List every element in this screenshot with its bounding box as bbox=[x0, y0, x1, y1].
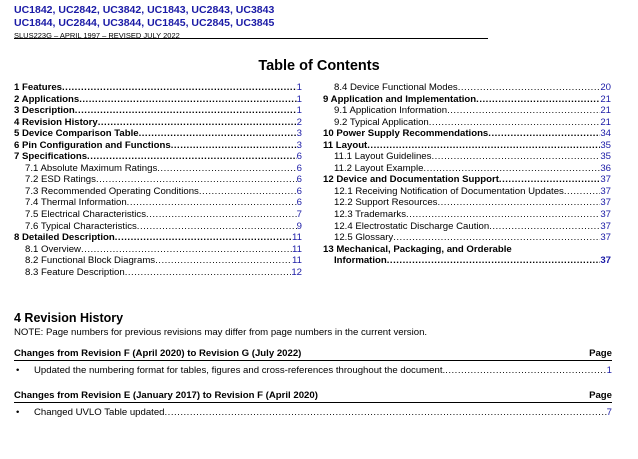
toc-column-right bbox=[323, 82, 611, 267]
toc-entry[interactable] bbox=[323, 140, 611, 152]
dot-leader bbox=[115, 232, 292, 244]
toc-entry[interactable] bbox=[14, 140, 302, 152]
toc-entry-title[interactable]: 11.1 Layout Guidelines bbox=[334, 151, 432, 163]
toc-entry-title[interactable]: 7.1 Absolute Maximum Ratings bbox=[25, 162, 158, 174]
dot-leader bbox=[98, 117, 297, 129]
change-item bbox=[14, 407, 612, 419]
change-block-rev-f bbox=[14, 390, 612, 419]
toc-page-link[interactable]: 6 bbox=[296, 185, 302, 197]
toc-entry[interactable] bbox=[14, 244, 302, 256]
dot-leader bbox=[146, 209, 297, 221]
toc-page-link[interactable]: 2 bbox=[296, 116, 302, 128]
change-item-text: Updated the numbering format for tables, figures and cross-references throughout the document. bbox=[34, 365, 446, 376]
change-heading bbox=[14, 390, 612, 403]
revision-history-title: 4 Revision History bbox=[14, 311, 124, 325]
toc-page-link[interactable]: 37 bbox=[600, 197, 611, 209]
toc-entry[interactable] bbox=[323, 105, 611, 117]
dot-leader bbox=[171, 140, 297, 152]
toc-entry[interactable] bbox=[323, 186, 611, 198]
dot-leader bbox=[87, 151, 297, 163]
dot-leader bbox=[165, 407, 607, 419]
change-item-text: Changed UVLO Table updated bbox=[34, 407, 165, 418]
dot-leader bbox=[139, 128, 297, 140]
dot-leader bbox=[406, 209, 600, 221]
change-heading bbox=[14, 348, 612, 361]
part-numbers-line-1[interactable]: UC1842, UC2842, UC3842, UC1843, UC2843, UC3843 bbox=[14, 4, 275, 16]
toc-entry-title[interactable]: 7.4 Thermal Information bbox=[25, 197, 127, 209]
toc-entry-title[interactable]: 8.3 Feature Description bbox=[25, 266, 125, 278]
toc-entry-title[interactable]: 12 Device and Documentation Support bbox=[323, 174, 499, 186]
toc-entry[interactable] bbox=[323, 232, 611, 244]
toc-entry[interactable] bbox=[323, 82, 611, 94]
toc-page-link[interactable]: 21 bbox=[600, 116, 611, 128]
dot-leader bbox=[445, 365, 606, 377]
toc-entry-title[interactable]: 6 Pin Configuration and Functions bbox=[14, 139, 171, 151]
dot-leader bbox=[499, 174, 600, 186]
toc-entry[interactable] bbox=[323, 197, 611, 209]
toc-page-link[interactable]: 35 bbox=[600, 139, 611, 151]
toc-entry-title[interactable]: 2 Applications bbox=[14, 93, 80, 105]
toc-page-link[interactable]: 11 bbox=[292, 232, 302, 244]
toc-page-link[interactable]: 12 bbox=[291, 266, 302, 278]
toc-page-link[interactable]: 35 bbox=[600, 151, 611, 163]
toc-entry-title[interactable]: 8.2 Functional Block Diagrams bbox=[25, 255, 156, 267]
toc-entry[interactable] bbox=[323, 209, 611, 221]
toc-entry[interactable] bbox=[14, 197, 302, 209]
toc-entry[interactable] bbox=[14, 267, 302, 279]
page-column-label: Page bbox=[589, 390, 612, 401]
dot-leader bbox=[96, 174, 297, 186]
toc-page-link[interactable]: 6 bbox=[296, 197, 302, 209]
toc-entry[interactable] bbox=[14, 94, 302, 106]
toc-page-link[interactable]: 1 bbox=[296, 93, 302, 105]
toc-page-link[interactable]: 9 bbox=[296, 220, 302, 232]
toc-entry-title[interactable]: 11 Layout bbox=[323, 139, 368, 151]
toc-entry[interactable] bbox=[323, 163, 611, 175]
dot-leader bbox=[387, 255, 601, 267]
toc-entry[interactable] bbox=[323, 174, 611, 186]
toc-entry[interactable] bbox=[323, 255, 611, 267]
toc-page-link[interactable]: 37 bbox=[600, 255, 611, 267]
dot-leader bbox=[199, 186, 297, 198]
toc-column-left bbox=[14, 82, 302, 278]
toc-entry-title[interactable]: 1 Features bbox=[14, 82, 62, 93]
dot-leader bbox=[125, 267, 292, 279]
dot-leader bbox=[79, 94, 296, 106]
toc-entry[interactable] bbox=[323, 94, 611, 106]
change-item bbox=[14, 365, 612, 377]
toc-entry[interactable] bbox=[14, 221, 302, 233]
change-block-rev-g bbox=[14, 348, 612, 377]
toc-entry[interactable] bbox=[14, 232, 302, 244]
dot-leader bbox=[137, 221, 297, 233]
toc-page-link[interactable]: 3 bbox=[296, 128, 302, 140]
toc-entry[interactable] bbox=[14, 117, 302, 129]
dot-leader bbox=[393, 232, 600, 244]
toc-page-link[interactable]: 1 bbox=[296, 105, 302, 117]
toc-page-link[interactable]: 36 bbox=[600, 162, 611, 174]
toc-entry-title[interactable]: 8.4 Device Functional Modes bbox=[334, 82, 458, 93]
dot-leader bbox=[127, 197, 297, 209]
toc-entry[interactable] bbox=[323, 128, 611, 140]
toc-page-link[interactable]: 37 bbox=[600, 174, 611, 186]
dot-leader bbox=[431, 151, 600, 163]
toc-page-link[interactable]: 21 bbox=[600, 93, 611, 105]
toc-entry-title[interactable]: 9.1 Application Information bbox=[334, 105, 448, 117]
toc-entry-title[interactable]: 9.2 Typical Application bbox=[334, 116, 429, 128]
toc-entry[interactable] bbox=[14, 255, 302, 267]
toc-entry[interactable] bbox=[14, 186, 302, 198]
toc-entry-title[interactable]: 13 Mechanical, Packaging, and Orderable bbox=[323, 243, 512, 255]
change-heading-text: Changes from Revision E (January 2017) to Revision F (April 2020) bbox=[14, 390, 318, 401]
toc-page-link[interactable]: 6 bbox=[296, 174, 302, 186]
revision-history-note: NOTE: Page numbers for previous revisions may differ from page numbers in the current version. bbox=[14, 327, 428, 338]
header-divider bbox=[14, 38, 488, 39]
toc-entry-title[interactable]: 12.1 Receiving Notification of Documentation Updates bbox=[334, 185, 564, 197]
dot-leader bbox=[437, 197, 600, 209]
toc-page-link[interactable]: 21 bbox=[600, 105, 611, 117]
toc-page-link[interactable]: 6 bbox=[296, 151, 302, 163]
dot-leader bbox=[157, 163, 296, 175]
toc-entry-title[interactable]: 7.2 ESD Ratings bbox=[25, 174, 96, 186]
toc-entry-title[interactable]: 5 Device Comparison Table bbox=[14, 128, 139, 140]
toc-entry-title[interactable]: 12.5 Glossary bbox=[334, 232, 394, 244]
toc-entry-title[interactable]: 10 Power Supply Recommendations bbox=[323, 128, 489, 140]
dot-leader bbox=[81, 244, 292, 256]
toc-entry-title[interactable]: Information bbox=[334, 255, 387, 267]
toc-entry[interactable] bbox=[14, 174, 302, 186]
dot-leader bbox=[75, 105, 297, 117]
toc-page-link[interactable]: 3 bbox=[296, 139, 302, 151]
dot-leader bbox=[564, 186, 600, 198]
toc-entry[interactable] bbox=[323, 221, 611, 233]
toc-entry-title[interactable]: 12.4 Electrostatic Discharge Caution bbox=[334, 220, 490, 232]
toc-page-link[interactable]: 1 bbox=[296, 82, 302, 93]
dot-leader bbox=[458, 82, 601, 94]
toc-entry[interactable] bbox=[323, 151, 611, 163]
toc-page-link[interactable]: 37 bbox=[600, 209, 611, 221]
toc-entry-title[interactable]: 8.1 Overview bbox=[25, 243, 81, 255]
toc-entry-title[interactable]: 9 Application and Implementation bbox=[323, 93, 477, 105]
page-column-label: Page bbox=[589, 348, 612, 359]
toc-page-link[interactable]: 37 bbox=[600, 220, 611, 232]
toc-entry[interactable] bbox=[323, 117, 611, 129]
dot-leader bbox=[488, 128, 600, 140]
dot-leader bbox=[155, 255, 292, 267]
toc-page-link[interactable]: 11 bbox=[292, 243, 302, 255]
change-item-page-link[interactable]: 1 bbox=[606, 365, 612, 376]
toc-entry[interactable] bbox=[323, 244, 611, 256]
change-heading-text: Changes from Revision F (April 2020) to Revision G (July 2022) bbox=[14, 348, 302, 359]
document-id: SLUS223G – APRIL 1997 – REVISED JULY 2022 bbox=[14, 31, 180, 40]
toc-page-link[interactable]: 20 bbox=[600, 82, 611, 93]
toc-entry-title[interactable]: 7.3 Recommended Operating Conditions bbox=[25, 185, 199, 197]
toc-entry-title[interactable]: 3 Description bbox=[14, 105, 75, 117]
document-header bbox=[14, 4, 274, 41]
dot-leader bbox=[489, 221, 600, 233]
toc-page-link[interactable]: 37 bbox=[600, 232, 611, 244]
part-numbers-line-2[interactable]: UC1844, UC2844, UC3844, UC1845, UC2845, UC3845 bbox=[14, 17, 275, 29]
bullet-icon: • bbox=[16, 365, 20, 376]
toc-entry-title[interactable]: 7 Specifications bbox=[14, 151, 88, 163]
toc-entry[interactable] bbox=[14, 105, 302, 117]
toc-entry-title[interactable]: 7.6 Typical Characteristics bbox=[25, 220, 137, 232]
dot-leader bbox=[429, 117, 601, 129]
toc-entry-title[interactable]: 4 Revision History bbox=[14, 116, 98, 128]
toc-page-link[interactable]: 6 bbox=[296, 162, 302, 174]
change-item-page-link[interactable]: 7 bbox=[606, 407, 612, 418]
dot-leader bbox=[62, 82, 297, 94]
toc-entry-title[interactable]: 7.5 Electrical Characteristics bbox=[25, 209, 147, 221]
toc-page-link[interactable]: 37 bbox=[600, 185, 611, 197]
toc-entry[interactable] bbox=[14, 209, 302, 221]
toc-entry[interactable] bbox=[14, 82, 302, 94]
dot-leader bbox=[476, 94, 600, 106]
dot-leader bbox=[423, 163, 600, 175]
toc-entry-title[interactable]: 12.3 Trademarks bbox=[334, 209, 406, 221]
toc-entry[interactable] bbox=[14, 151, 302, 163]
toc-page-link[interactable]: 7 bbox=[296, 209, 302, 221]
dot-leader bbox=[367, 140, 600, 152]
bullet-icon: • bbox=[16, 407, 20, 418]
toc-entry[interactable] bbox=[14, 128, 302, 140]
toc-entry-title[interactable]: 8 Detailed Description bbox=[14, 232, 115, 244]
toc-entry[interactable] bbox=[14, 163, 302, 175]
toc-title: Table of Contents bbox=[258, 58, 380, 74]
toc-entry-title[interactable]: 11.2 Layout Example bbox=[334, 162, 424, 174]
dot-leader bbox=[447, 105, 600, 117]
toc-entry-title[interactable]: 12.2 Support Resources bbox=[334, 197, 438, 209]
toc-page-link[interactable]: 34 bbox=[600, 128, 611, 140]
toc-page-link[interactable]: 11 bbox=[292, 255, 302, 267]
